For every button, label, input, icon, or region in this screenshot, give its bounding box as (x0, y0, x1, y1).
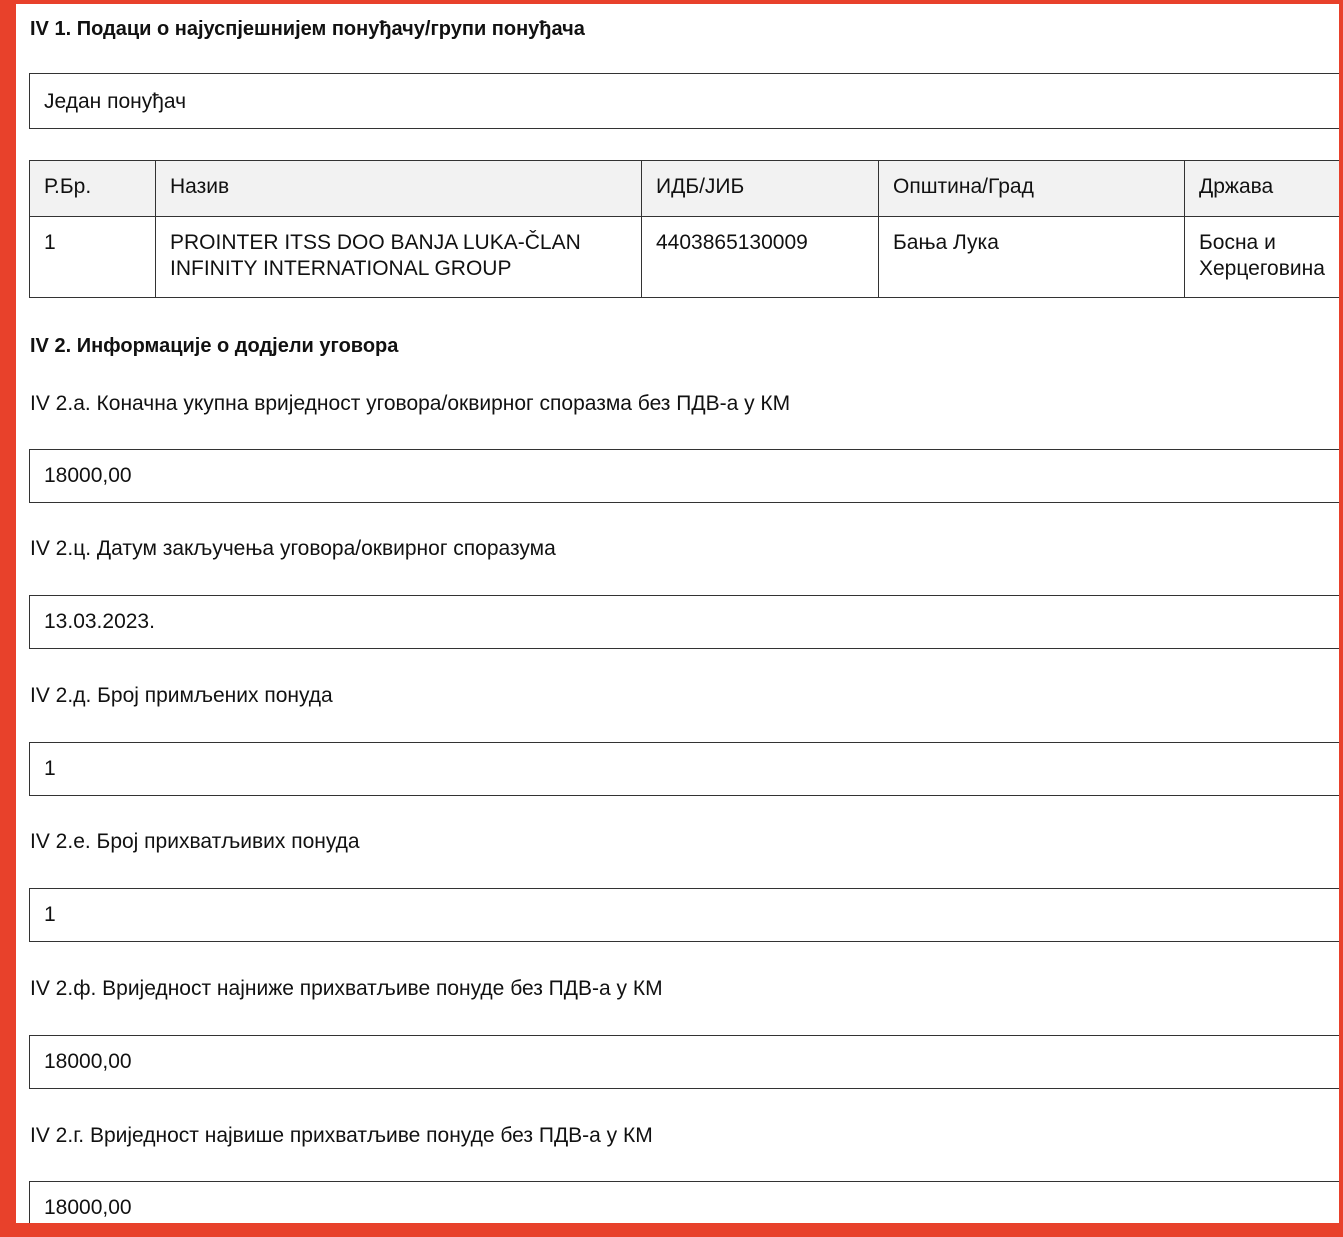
table-header-row (30, 161, 1343, 217)
cell-city: Бања Лука (879, 217, 1185, 298)
cell-name: PROINTER ITSS DOO BANJA LUKA-ČLAN INFINITY INTERNATIONAL GROUP (156, 217, 642, 298)
contract-value-field (29, 449, 1343, 503)
field-label-acceptable-bids: IV 2.е. Број прихватљивих понуда (30, 830, 360, 853)
received-bids-value: 1 (44, 757, 56, 780)
field-label-received-bids: IV 2.д. Број примљених понуда (30, 684, 333, 707)
header-rbr: Р.Бр. (30, 161, 156, 217)
header-city: Општина/Град (879, 161, 1185, 217)
lowest-bid-value: 18000,00 (44, 1050, 132, 1073)
header-country: Држава (1185, 161, 1343, 217)
acceptable-bids-field (29, 888, 1343, 942)
cell-country: Босна и Херцеговина (1185, 217, 1343, 298)
cell-id: 4403865130009 (642, 217, 879, 298)
contract-date-field (29, 595, 1343, 649)
field-label-contract-date: IV 2.ц. Датум закључења уговора/оквирног споразума (30, 537, 556, 560)
cell-rbr: 1 (30, 217, 156, 298)
highest-bid-field (29, 1181, 1343, 1235)
highest-bid-value: 18000,00 (44, 1196, 132, 1219)
header-id: ИДБ/ЈИБ (642, 161, 879, 217)
bidders-table (29, 160, 1343, 298)
acceptable-bids-value: 1 (44, 903, 56, 926)
field-label-contract-value: IV 2.а. Коначна укупна вриједност уговора/оквирног споразма без ПДВ-а у КМ (30, 392, 791, 415)
contract-date-value: 13.03.2023. (44, 610, 155, 633)
bidder-type-value: Један понуђач (44, 90, 187, 113)
field-label-highest-bid: IV 2.г. Вриједност највише прихватљиве понуде без ПДВ-а у КМ (30, 1124, 653, 1147)
received-bids-field (29, 742, 1343, 796)
bidder-type-field (29, 73, 1343, 129)
header-name: Назив (156, 161, 642, 217)
table-row (30, 217, 1343, 298)
section-iv2-title: IV 2. Информације о додјели уговора (30, 335, 399, 357)
section-iv1-title: IV 1. Подаци о најуспјешнијем понуђачу/групи понуђача (30, 18, 585, 40)
lowest-bid-field (29, 1035, 1343, 1089)
contract-value: 18000,00 (44, 464, 132, 487)
field-label-lowest-bid: IV 2.ф. Вриједност најниже прихватљиве понуде без ПДВ-а у КМ (30, 977, 663, 1000)
